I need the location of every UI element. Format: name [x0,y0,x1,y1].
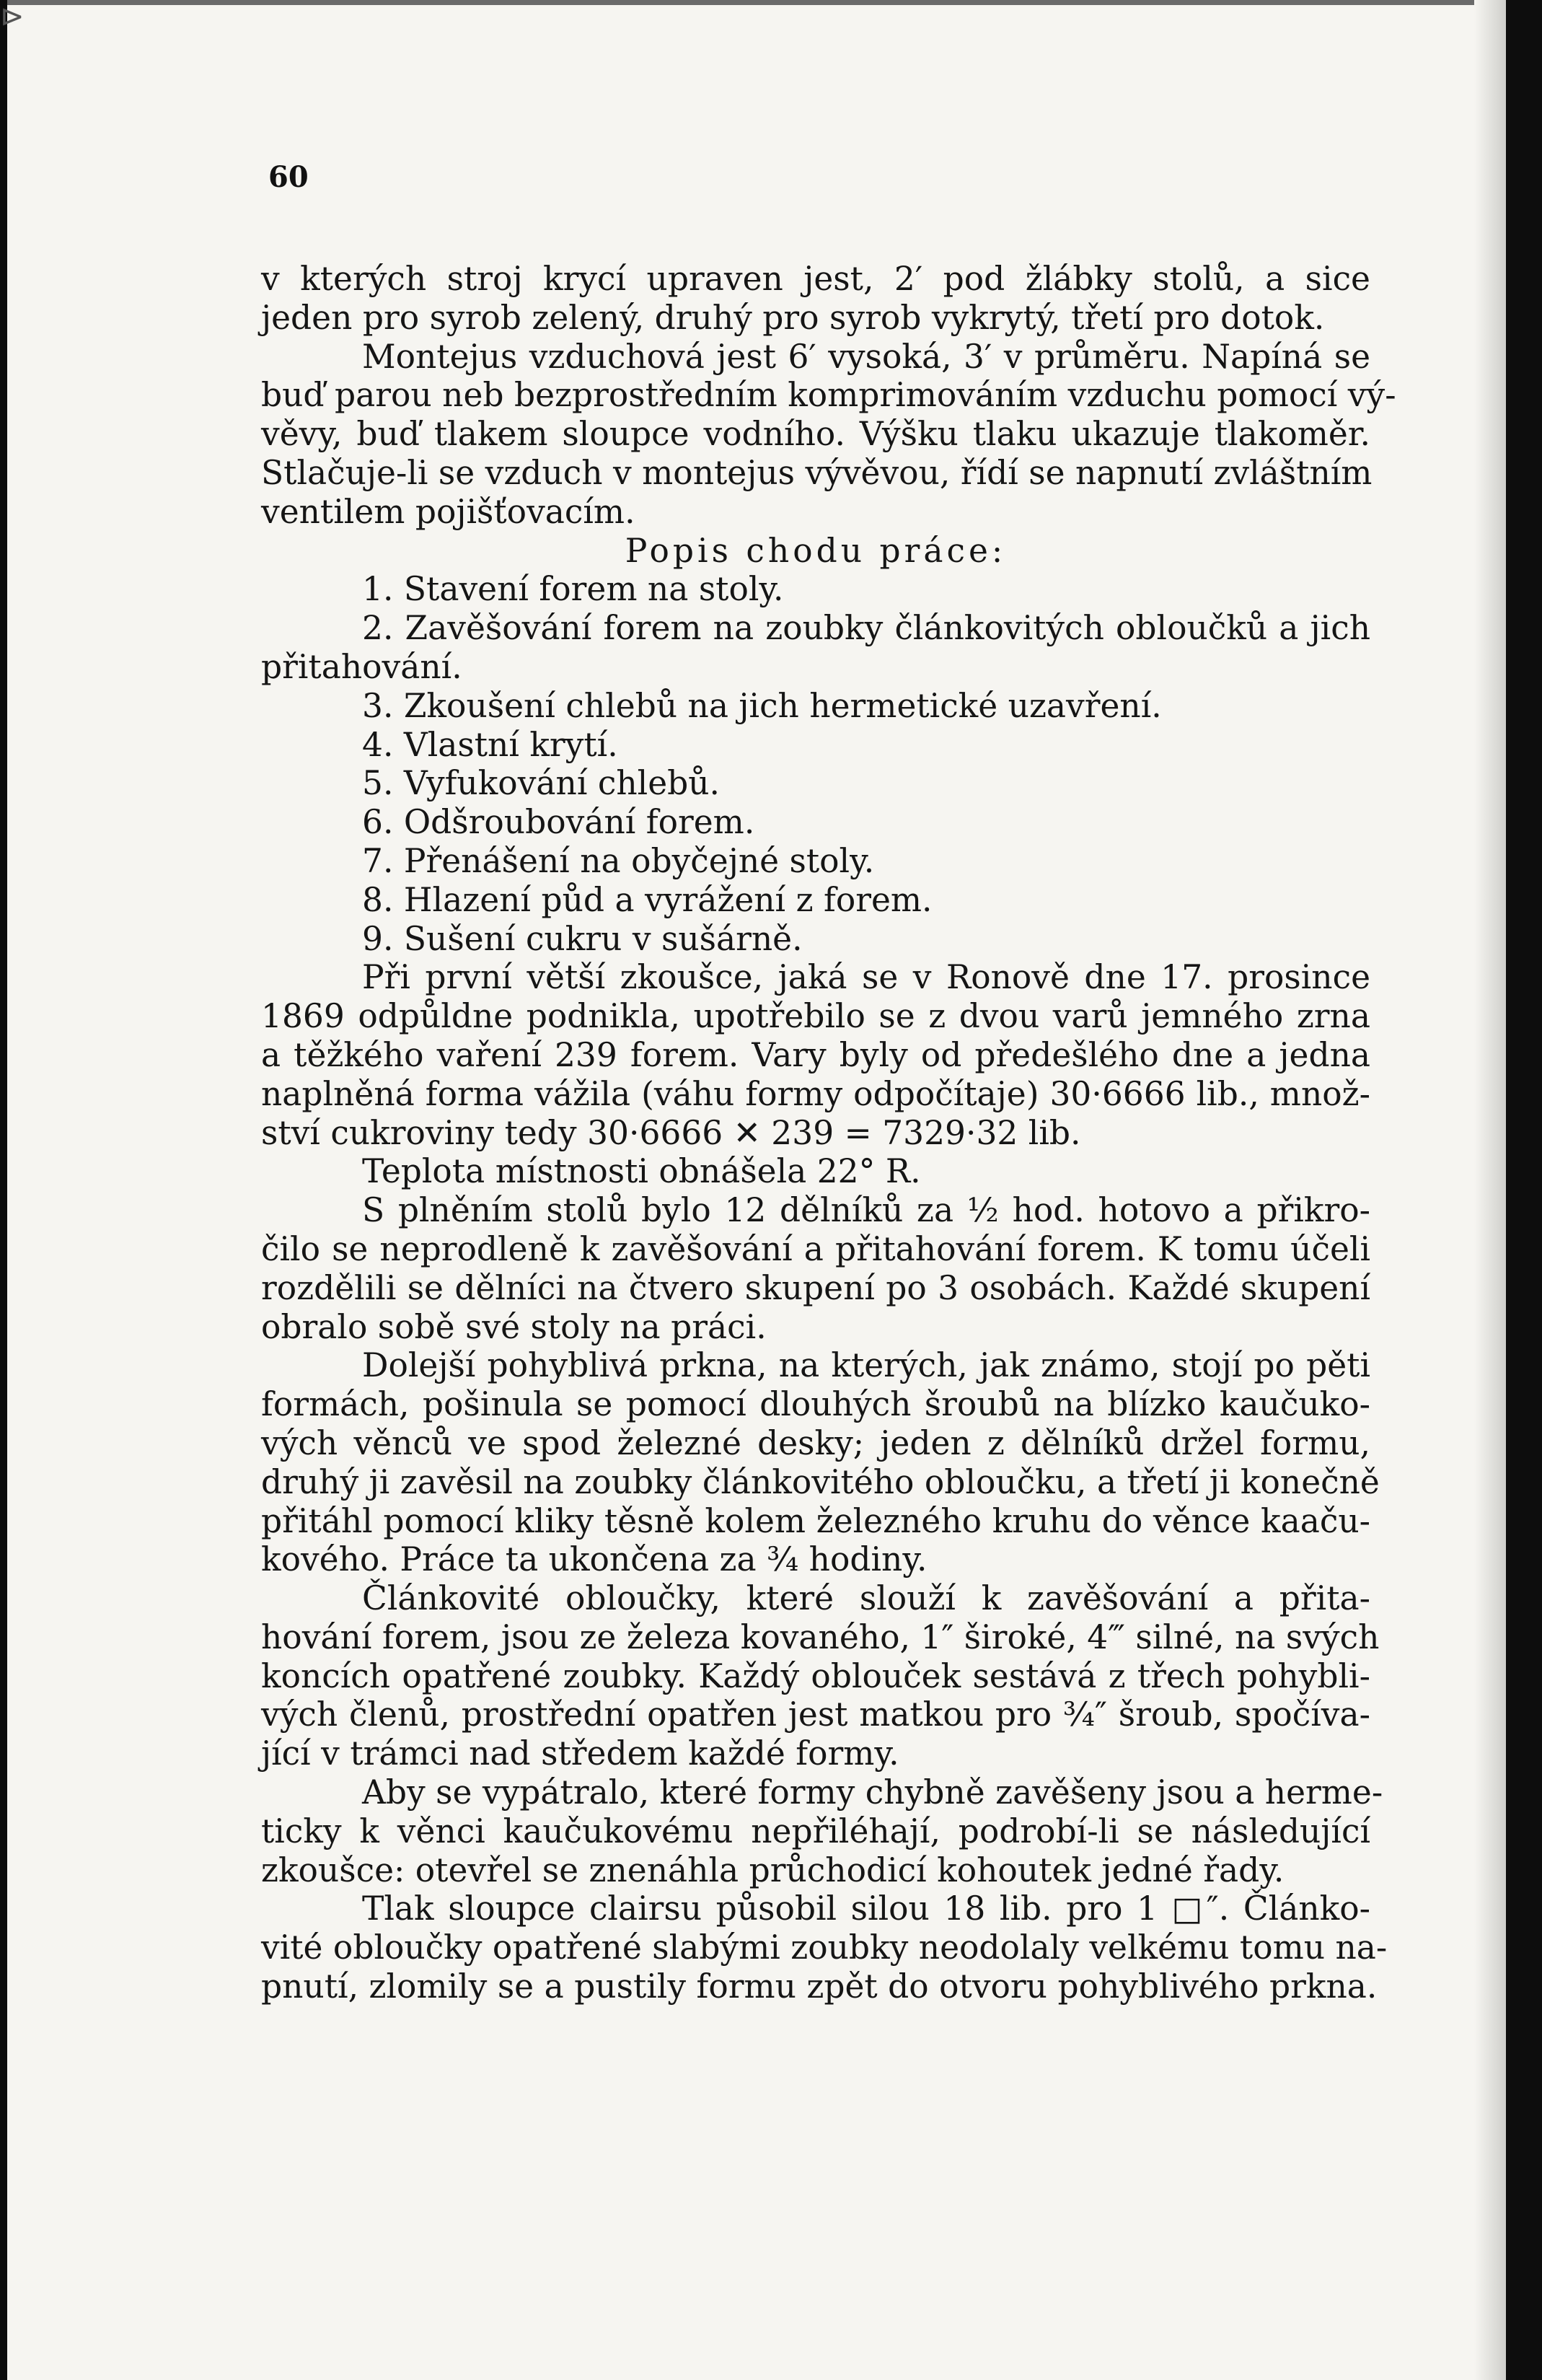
text-line: Montejus vzduchová jest 6′ vysoká, 3′ v průměru. Napíná se [362,337,1370,376]
text-line: formách, pošinula se pomocí dlouhých šroubů na blízko kaučuko- [261,1385,1370,1424]
text-line: Popis chodu práce: [625,531,1007,570]
text-line: a těžkého vaření 239 forem. Vary byly od předešlého dne a jedna [261,1035,1370,1074]
text-line: věvy, buď tlakem sloupce vodního. Výšku tlaku ukazuje tlakoměr. [261,415,1370,454]
text-line: 5. Vyfukování chlebů. [362,764,721,803]
text-line: ství cukroviny tedy 30·6666 ✕ 239 = 7329·32 lib. [261,1113,1081,1152]
text-line: Článkovité obloučky, které slouží k zavěšování a přita- [362,1579,1370,1618]
text-line: Teplota místnosti obnášela 22° R. [362,1152,921,1191]
text-line: kového. Práce ta ukončena za ¾ hodiny. [261,1540,928,1579]
text-line: 8. Hlazení půd a vyrážení z forem. [362,880,933,919]
text-line: jící v trámci nad středem každé formy. [261,1734,899,1773]
text-line: Tlak sloupce clairsu působil silou 18 lib. pro 1 □″. Článko- [362,1889,1370,1928]
text-line: ventilem pojišťovacím. [261,492,635,531]
text-line: 1869 odpůldne podnikla, upotřebilo se z dvou varů jemného zrna [261,997,1370,1036]
text-line: přitahování. [261,647,462,686]
text-line: 3. Zkoušení chlebů na jich hermetické uzavření. [362,686,1162,725]
page-number: 60 [268,160,309,194]
text-line: jeden pro syrob zelený, druhý pro syrob vykrytý, třetí pro dotok. [261,298,1325,337]
text-line: druhý ji zavěsil na zoubky článkovitého obloučku, a třetí ji konečně [261,1462,1380,1501]
text-line: vých členů, prostřední opatřen jest matkou pro ¾″ šroub, spočíva- [261,1695,1370,1734]
text-line: přitáhl pomocí kliky těsně kolem železného kruhu do věnce kaaču- [261,1501,1370,1540]
text-line: naplněná forma vážila (váhu formy odpočítaje) 30·6666 lib., množ- [261,1074,1370,1113]
text-line: obralo sobě své stoly na práci. [261,1307,767,1346]
text-line: buď parou neb bezprostředním komprimováním vzduchu pomocí vý- [261,376,1396,415]
text-line: čilo se neprodleně k zavěšování a přitahování forem. K tomu účeli [261,1229,1370,1268]
text-line: Stlačuje-li se vzduch v montejus vývěvou, řídí se napnutí zvláštním [261,453,1373,492]
text-line: 2. Zavěšování forem na zoubky článkovitých obloučků a jich [362,609,1370,648]
text-line: 9. Sušení cukru v sušárně. [362,919,803,958]
text-line: koncích opatřené zoubky. Každý oblouček sestává z třech pohybli- [261,1656,1370,1695]
text-line: 7. Přenášení na obyčejné stoly. [362,841,875,880]
text-line: 4. Vlastní krytí. [362,725,618,764]
body-text [261,260,1396,2006]
text-line: Při první větší zkoušce, jaká se v Ronově dne 17. prosince [362,958,1370,997]
book-page [7,0,1506,2380]
text-line: vých věnců ve spod železné desky; jeden z dělníků držel formu, [261,1423,1370,1462]
text-line: 1. Stavení forem na stoly. [362,570,784,609]
text-line: pnutí, zlomily se a pustily formu zpět do otvoru pohyblivého prkna. [261,1967,1378,2006]
corner-mark: ⊳ [0,0,25,33]
text-line: Dolejší pohyblivá prkna, na kterých, jak známo, stojí po pěti [362,1346,1370,1385]
text-line: 6. Odšroubování forem. [362,803,755,842]
text-line: hování forem, jsou ze železa kovaného, 1″ široké, 4‴ silné, na svých [261,1617,1380,1656]
text-line: ticky k věnci kaučukovému nepřiléhají, podrobí-li se následující [261,1812,1370,1850]
text-line: zkoušce: otevřel se znenáhla průchodicí kohoutek jedné řady. [261,1850,1285,1889]
text-line: v kterých stroj krycí upraven jest, 2′ pod žlábky stolů, a sice [261,260,1370,298]
text-line: S plněním stolů bylo 12 dělníků za ½ hod. hotovo a přikro- [362,1191,1370,1230]
text-line: Aby se vypátralo, které formy chybně zavěšeny jsou a herme- [362,1773,1383,1812]
text-line: rozdělili se dělníci na čtvero skupení po 3 osobách. Každé skupení [261,1268,1370,1307]
text-line: vité obloučky opatřené slabými zoubky neodolaly velkému tomu na- [261,1928,1388,1967]
top-edge-line [7,0,1506,5]
